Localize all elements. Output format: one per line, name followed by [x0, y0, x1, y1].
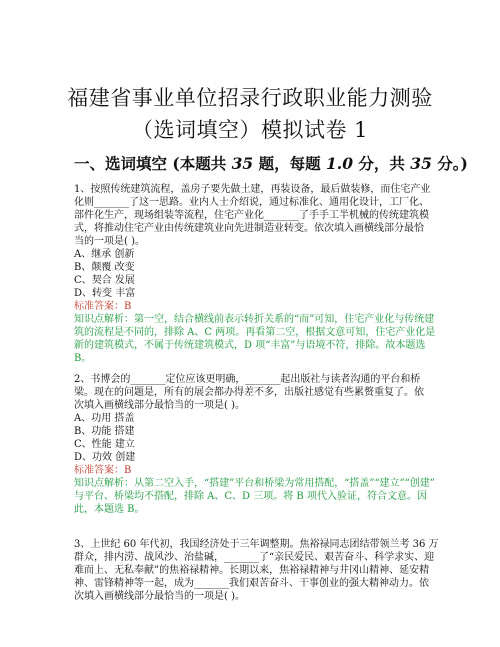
- question-stem-line: 次填入画横线部分最恰当的一项是( )。: [74, 591, 245, 602]
- document-title-line2: （选词填空）模拟试卷 1: [131, 118, 369, 142]
- question-stem-line: 化则_______了这一思路。业内人士介绍说，通过标准化、通用化设计，工厂化、: [74, 197, 429, 208]
- question-1: [74, 183, 434, 365]
- question-stem-line: 群众，排内涝、战风沙、治盐碱，_______了“亲民爱民、艰苦奋斗、科学求实、迎: [74, 552, 435, 563]
- question-3: [74, 538, 439, 603]
- explanation-line: 知识点解析：从第二空入手，“搭建”平台和桥梁为常用搭配，“搭盖”“建立”“创建”: [74, 478, 435, 489]
- option-c: C、契合 发展: [74, 275, 135, 286]
- question-stem-line: 1、按照传统建筑流程，盖房子要先做土建，再装设备，最后做装修，而住宅产业: [74, 184, 431, 195]
- explanation-line: 此，本题选 B。: [74, 504, 145, 515]
- question-stem-line: 式，将推动住宅产业由传统建筑业向先进制造业转变。依次填入画横线部分最恰: [74, 223, 424, 234]
- option-b: B、颠覆 改变: [74, 262, 135, 273]
- explanation-line: 筑的流程是不同的，排除 A、C 两项。再看第二空，根据文意可知，住宅产业化是: [74, 327, 436, 338]
- question-stem-line: 3、上世纪 60 年代初，我国经济处于三年调整期。焦裕禄同志团结带领兰考 36 万: [74, 539, 439, 550]
- explanation-line: 与平台、桥梁均不搭配，排除 A、C、D 三项。将 B 项代入验证，符合文意。因: [74, 491, 427, 502]
- standard-answer: 标准答案：B: [74, 465, 132, 476]
- explanation-line: 知识点解析：第一空，结合横线前表示转折关系的“而”可知，住宅产业化与传统建: [74, 314, 435, 325]
- section-prefix: 一、选词填空 (本题共: [74, 154, 232, 173]
- section-mid1: 题，每题: [253, 154, 327, 173]
- score-per-question: 1.0: [326, 154, 353, 173]
- question-stem-line: 当的一项是( )。: [74, 236, 145, 247]
- question-stem-line: 梁。现在的问题是，所有的展会都办得差不多，出版社感觉有些累赘重复了。依: [74, 387, 424, 398]
- option-d: D、功效 创建: [74, 452, 136, 463]
- question-stem-line: 次填入画横线部分最恰当的一项是( )。: [74, 400, 245, 411]
- option-b: B、功能 搭建: [74, 426, 135, 437]
- document-title-line1: 福建省事业单位招录行政职业能力测验: [67, 86, 433, 110]
- explanation-line: B。: [74, 353, 92, 364]
- section-heading: [74, 152, 468, 174]
- question-stem-line: 难而上、无私奉献”的焦裕禄精神。长期以来，焦裕禄精神与井冈山精神、延安精: [74, 565, 430, 576]
- question-stem-line: 部件化生产，现场组装等流程，住宅产业化_______了手手工半机械的传统建筑模: [74, 210, 429, 221]
- option-c: C、性能 建立: [74, 439, 135, 450]
- option-d: D、转变 丰富: [74, 288, 136, 299]
- explanation-line: 新的建筑模式，不属于传统建筑模式，D 项“丰富”与语境不符，排除。故本题选: [74, 340, 426, 351]
- section-suffix: 分。): [431, 154, 468, 173]
- option-a: A、继承 创新: [74, 249, 135, 260]
- section-mid2: 分，共: [352, 154, 411, 173]
- option-a: A、功用 搭盖: [74, 413, 135, 424]
- question-2: [74, 373, 434, 516]
- question-count: 35: [231, 154, 254, 173]
- question-stem-line: 2、书博会的_______定位应该更明确，_______起出版社与读者沟通的平台和桥: [74, 374, 421, 385]
- question-stem-line: 神、雷锋精神等一起，成为_______我们艰苦奋斗、干事创业的强大精神动力。依: [74, 578, 429, 589]
- standard-answer: 标准答案：B: [74, 301, 132, 312]
- total-score: 35: [410, 154, 432, 173]
